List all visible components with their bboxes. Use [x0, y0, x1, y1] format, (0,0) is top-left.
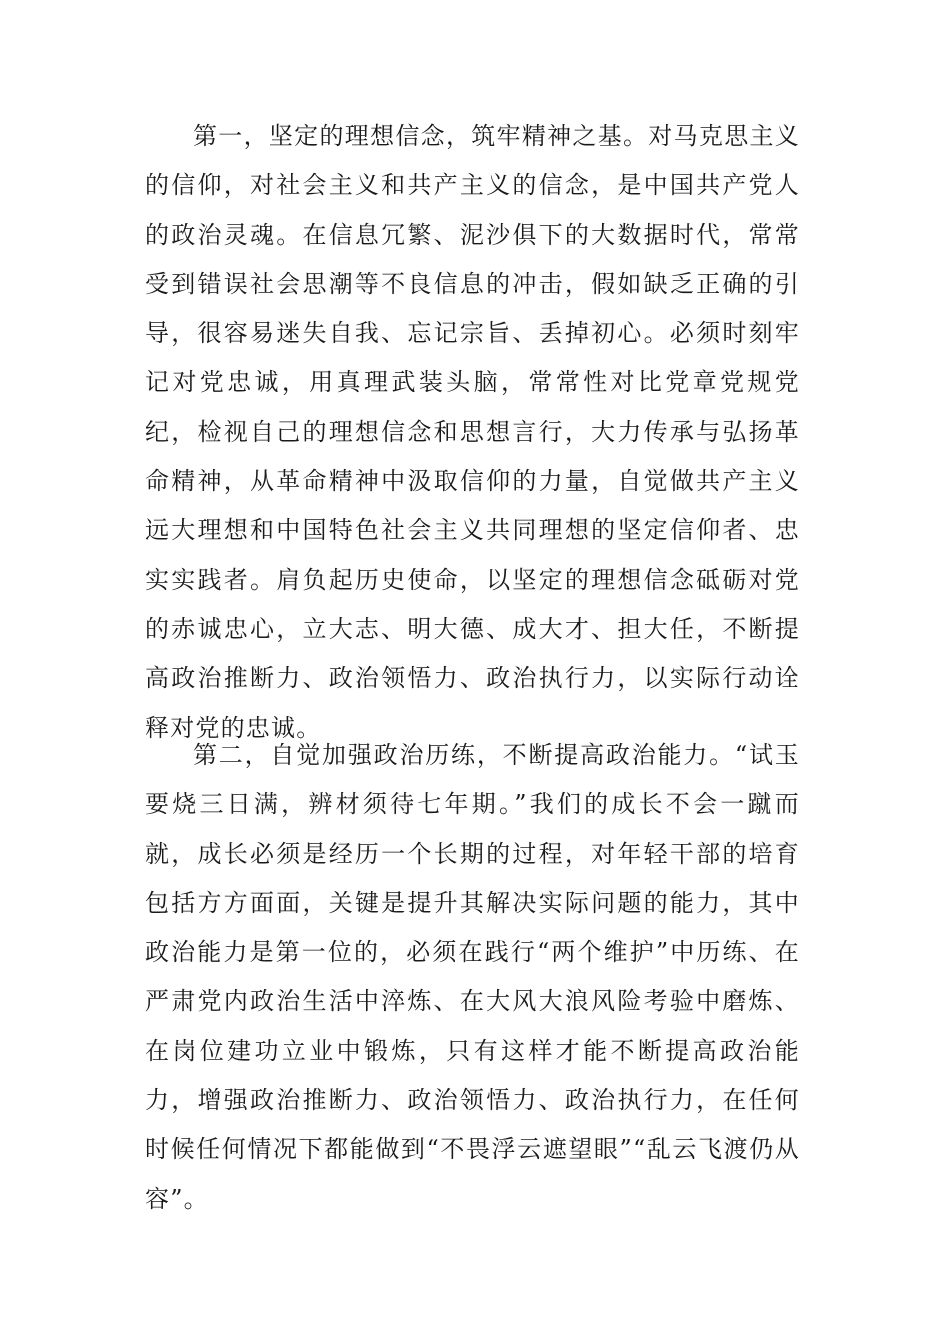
paragraph-political-training: 第二，自觉加强政治历练，不断提高政治能力。“试玉要烧三日满，辨材须待七年期。”我们的成长不会一蹴而就，成长必须是经历一个长期的过程，对年轻干部的培育包括方方面面，关键是提升其解决实际问题的能力，其中政治能力是第一位的，必须在践行“两个维护”中历练、在严肃党内政治生活中淬炼、在大风大浪风险考验中磨炼、在岗位建功立业中锻炼，只有这样才能不断提高政治能力，增强政治推断力、政治领悟力、政治执行力，在任何时候任何情况下都能做到“不畏浮云遮望眼”“乱云飞渡仍从容”。 [145, 741, 800, 1213]
paragraph-firm-ideals: 第一，坚定的理想信念，筑牢精神之基。对马克思主义的信仰，对社会主义和共产主义的信念，是中国共产党人的政治灵魂。在信息冗繁、泥沙俱下的大数据时代，常常受到错误社会思潮等不良信息的冲击，假如缺乏正确的引导，很容易迷失自我、忘记宗旨、丢掉初心。必须时刻牢记对党忠诚，用真理武装头脑，常常性对比党章党规党纪，检视自己的理想信念和思想言行，大力传承与弘扬革命精神，从革命精神中汲取信仰的力量，自觉做共产主义远大理想和中国特色社会主义共同理想的坚定信仰者、忠实实践者。肩负起历史使命，以坚定的理想信念砥砺对党的赤诚忠心，立大志、明大德、成大才、担大任，不断提高政治推断力、政治领悟力、政治执行力，以实际行动诠释对党的忠诚。 [145, 122, 800, 742]
